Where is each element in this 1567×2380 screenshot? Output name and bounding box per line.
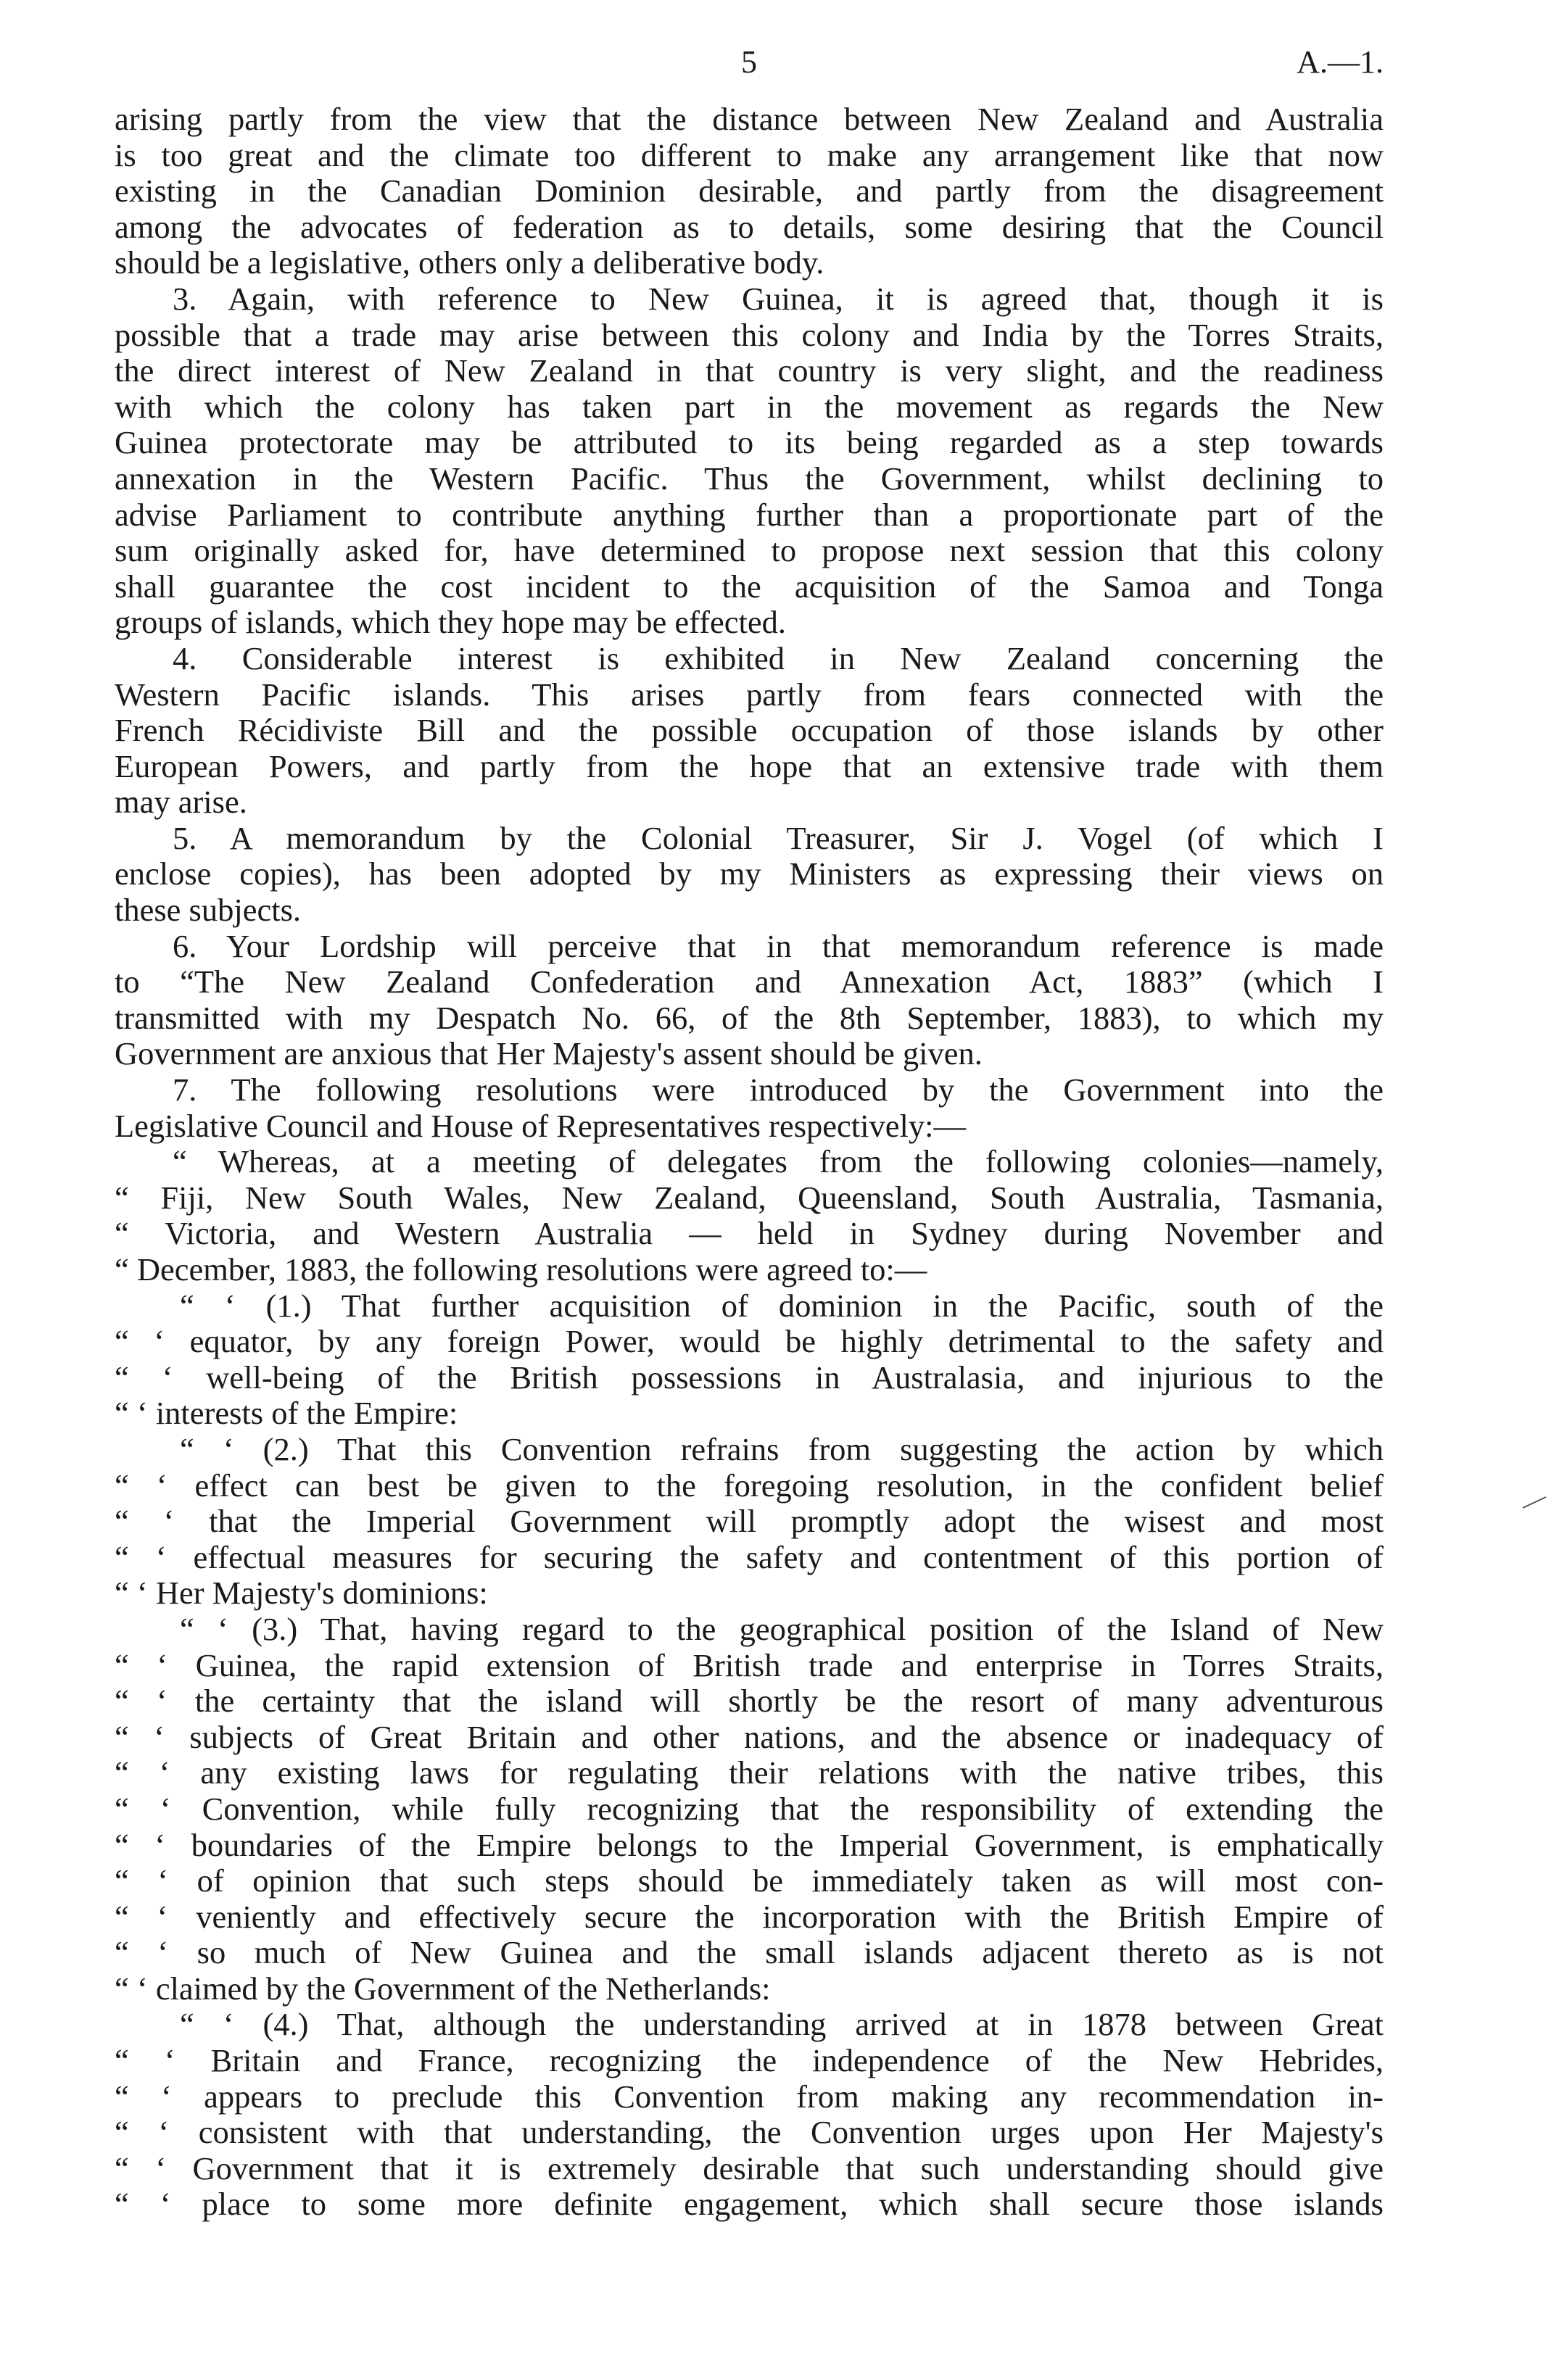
page-header — [115, 43, 1384, 101]
text-line: shall guarantee the cost incident to the acquisition of the Samoa and Tonga — [115, 568, 1384, 605]
text-line: “ Victoria, and Western Australia — held in Sydney during November and — [115, 1215, 1384, 1252]
text-line: “ ‘ veniently and effectively secure the incorporation with the British Empire of — [115, 1898, 1384, 1935]
document-reference: A.—1. — [1297, 44, 1384, 80]
text-line: “ ‘ consistent with that understanding, the Convention urges upon Her Majesty's — [115, 2114, 1384, 2151]
text-line: advise Parliament to contribute anything further than a proportionate part of the — [115, 496, 1384, 533]
text-line: “ ‘ (2.) That this Convention refrains from suggesting the action by which — [180, 1430, 1384, 1467]
text-line: “ ‘ appears to preclude this Convention from making any recommendation in- — [115, 2078, 1384, 2115]
text-line: among the advocates of federation as to details, some desiring that the Council — [115, 208, 1384, 245]
text-line: “ ‘ Her Majesty's dominions: — [115, 1575, 488, 1612]
page-number: 5 — [741, 44, 757, 80]
text-line: “ Whereas, at a meeting of delegates from the following colonies—namely, — [173, 1143, 1384, 1180]
text-line: sum originally asked for, have determined to propose next session that this colony — [115, 532, 1384, 569]
text-line: “ Fiji, New South Wales, New Zealand, Queensland, South Australia, Tasmania, — [115, 1179, 1384, 1216]
text-line: “ ‘ of opinion that such steps should be immediately taken as will most con- — [115, 1862, 1384, 1899]
text-line: is too great and the climate too different to make any arrangement like that now — [115, 136, 1384, 173]
text-line: Guinea protectorate may be attributed to its being regarded as a step towards — [115, 424, 1384, 461]
text-line: 5. A memorandum by the Colonial Treasurer, Sir J. Vogel (of which I — [173, 819, 1384, 856]
text-line: “ ‘ (4.) That, although the understanding arrived at in 1878 between Great — [180, 2006, 1384, 2043]
text-line: may arise. — [115, 784, 247, 821]
text-line: “ ‘ Convention, while fully recognizing that the responsibility of extending the — [115, 1790, 1384, 1827]
text-line: with which the colony has taken part in the movement as regards the New — [115, 388, 1384, 425]
text-line: “ ‘ Guinea, the rapid extension of British trade and enterprise in Torres Straits, — [115, 1646, 1384, 1683]
text-line: Legislative Council and House of Representatives respectively:— — [115, 1107, 966, 1144]
text-line: enclose copies), has been adopted by my Ministers as expressing their views on — [115, 855, 1384, 892]
text-line: possible that a trade may arise between this colony and India by the Torres Straits, — [115, 316, 1384, 353]
text-line: “ ‘ interests of the Empire: — [115, 1395, 458, 1432]
text-line: 7. The following resolutions were introduced by the Government into the — [173, 1071, 1384, 1108]
text-line: European Powers, and partly from the hope that an extensive trade with them — [115, 747, 1384, 784]
text-line: 3. Again, with reference to New Guinea, it is agreed that, though it is — [173, 280, 1384, 317]
text-line: existing in the Canadian Dominion desirable, and partly from the disagreement — [115, 173, 1384, 210]
document-page — [115, 43, 1384, 2223]
text-line: groups of islands, which they hope may be effected. — [115, 604, 787, 641]
text-line: Government are anxious that Her Majesty's assent should be given. — [115, 1035, 983, 1072]
text-line: 6. Your Lordship will perceive that in that memorandum reference is made — [173, 927, 1384, 964]
text-line: “ ‘ any existing laws for regulating their relations with the native tribes, this — [115, 1754, 1384, 1791]
text-line: “ ‘ Britain and France, recognizing the independence of the New Hebrides, — [115, 2042, 1384, 2079]
text-line: “ ‘ subjects of Great Britain and other nations, and the absence or inadequacy of — [115, 1718, 1384, 1755]
text-line: “ ‘ so much of New Guinea and the small islands adjacent thereto as is not — [115, 1934, 1384, 1971]
text-line: Western Pacific islands. This arises partly from fears connected with the — [115, 676, 1384, 713]
text-line: “ ‘ boundaries of the Empire belongs to the Imperial Government, is emphatically — [115, 1826, 1384, 1863]
text-line: “ ‘ claimed by the Government of the Netherlands: — [115, 1970, 771, 2007]
text-line: to “The New Zealand Confederation and Annexation Act, 1883” (which I — [115, 963, 1384, 1000]
body-text — [115, 101, 1384, 2223]
text-line: transmitted with my Despatch No. 66, of the 8th September, 1883), to which my — [115, 999, 1384, 1036]
text-line: “ ‘ (1.) That further acquisition of dominion in the Pacific, south of the — [180, 1287, 1384, 1324]
margin-mark — [1521, 1495, 1547, 1509]
text-line: “ ‘ Government that it is extremely desirable that such understanding should give — [115, 2149, 1384, 2186]
text-line: “ ‘ (3.) That, having regard to the geographical position of the Island of New — [180, 1610, 1384, 1647]
text-line: “ ‘ effectual measures for securing the safety and contentment of this portion of — [115, 1538, 1384, 1575]
text-line: “ ‘ place to some more definite engagement, which shall secure those islands — [115, 2186, 1384, 2223]
text-line: “ December, 1883, the following resolutions were agreed to:— — [115, 1251, 927, 1288]
text-line: “ ‘ well-being of the British possessions in Australasia, and injurious to the — [115, 1359, 1384, 1396]
text-line: French Récidiviste Bill and the possible occupation of those islands by other — [115, 712, 1384, 749]
text-line: the direct interest of New Zealand in that country is very slight, and the readiness — [115, 352, 1384, 389]
text-line: should be a legislative, others only a deliberative body. — [115, 244, 824, 281]
text-line: “ ‘ effect can best be given to the foregoing resolution, in the confident belief — [115, 1467, 1384, 1504]
text-line: arising partly from the view that the distance between New Zealand and Australia — [115, 101, 1384, 137]
text-line: “ ‘ equator, by any foreign Power, would be highly detrimental to the safety and — [115, 1323, 1384, 1360]
text-line: “ ‘ the certainty that the island will shortly be the resort of many adventurous — [115, 1683, 1384, 1720]
text-line: these subjects. — [115, 892, 302, 929]
text-line: 4. Considerable interest is exhibited in New Zealand concerning the — [173, 639, 1384, 676]
text-line: annexation in the Western Pacific. Thus the Government, whilst declining to — [115, 460, 1384, 497]
text-line: “ ‘ that the Imperial Government will promptly adopt the wisest and most — [115, 1503, 1384, 1540]
